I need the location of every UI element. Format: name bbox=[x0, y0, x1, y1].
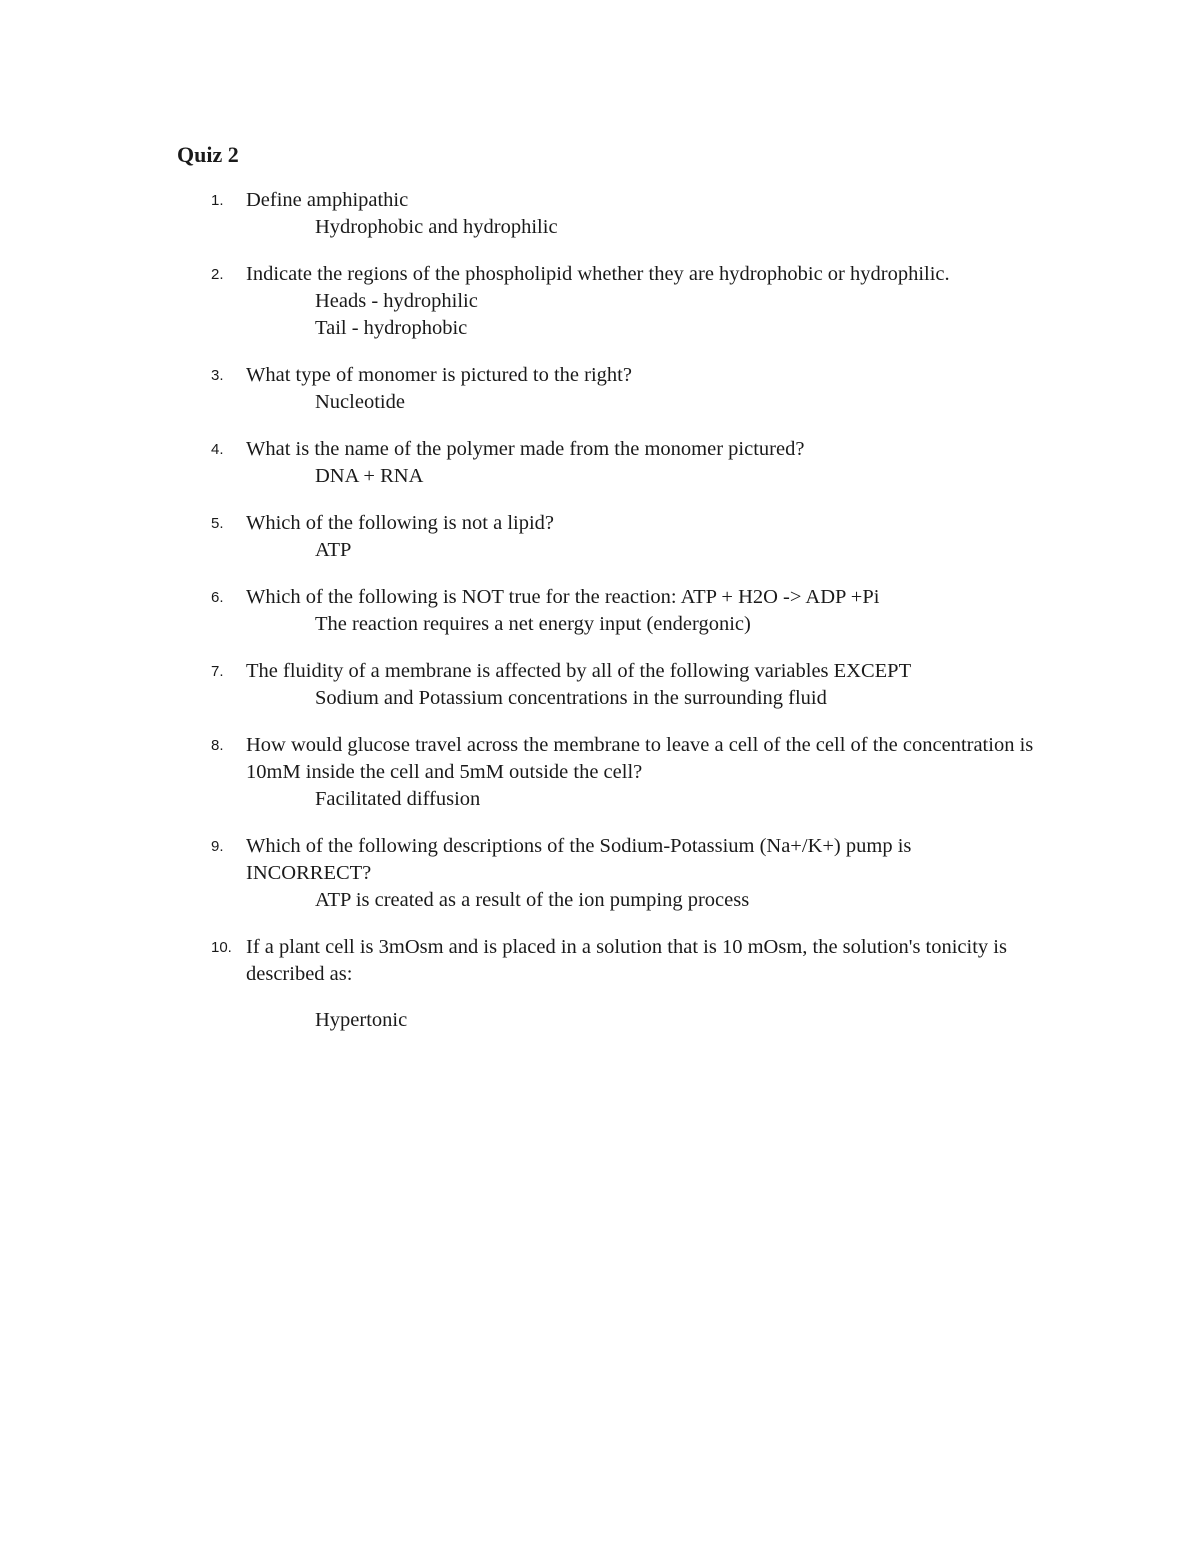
question-number: 7. bbox=[211, 663, 224, 680]
question-number: 8. bbox=[211, 737, 224, 754]
question-item bbox=[0, 261, 1200, 342]
answer-text: ATP is created as a result of the ion pumping process bbox=[315, 889, 750, 911]
question-item bbox=[0, 362, 1200, 416]
question-text: How would glucose travel across the membrane to leave a cell of the cell of the concentration is 10mM inside the cell and 5mM outside the cell? bbox=[246, 734, 1034, 783]
question-number: 1. bbox=[211, 192, 224, 209]
answer-text: Sodium and Potassium concentrations in the surrounding fluid bbox=[315, 687, 827, 709]
answer-text: Nucleotide bbox=[315, 391, 405, 413]
question-text: The fluidity of a membrane is affected by all of the following variables EXCEPT bbox=[246, 660, 912, 682]
answer-text: Tail - hydrophobic bbox=[315, 317, 468, 339]
answer-text: Hydrophobic and hydrophilic bbox=[315, 216, 558, 238]
question-item bbox=[0, 584, 1200, 638]
question-number: 4. bbox=[211, 441, 224, 458]
answer-text: The reaction requires a net energy input (endergonic) bbox=[315, 613, 751, 635]
answer-text: ATP bbox=[315, 539, 352, 561]
question-text: What type of monomer is pictured to the right? bbox=[246, 364, 632, 386]
question-item bbox=[0, 732, 1200, 813]
question-item bbox=[0, 510, 1200, 564]
question-text: Define amphipathic bbox=[246, 189, 409, 211]
answer-text: Hypertonic bbox=[315, 1009, 408, 1031]
question-text: Which of the following is NOT true for the reaction: ATP + H2O -> ADP +Pi bbox=[246, 586, 880, 608]
question-item bbox=[0, 436, 1200, 490]
answer-text: Heads - hydrophilic bbox=[315, 290, 478, 312]
question-text: What is the name of the polymer made from the monomer pictured? bbox=[246, 438, 805, 460]
question-text: Indicate the regions of the phospholipid whether they are hydrophobic or hydrophilic. bbox=[246, 263, 950, 285]
question-number: 10. bbox=[211, 939, 232, 956]
question-item bbox=[0, 187, 1200, 241]
question-item bbox=[0, 833, 1200, 914]
question-item bbox=[0, 658, 1200, 712]
question-text: Which of the following descriptions of the Sodium-Potassium (Na+/K+) pump is INCORRECT? bbox=[246, 835, 912, 884]
question-number: 6. bbox=[211, 589, 224, 606]
question-number: 5. bbox=[211, 515, 224, 532]
quiz-title: Quiz 2 bbox=[177, 142, 239, 167]
answer-text: DNA + RNA bbox=[315, 465, 424, 487]
question-item bbox=[0, 934, 1200, 1034]
answer-text: Facilitated diffusion bbox=[315, 788, 481, 810]
question-number: 2. bbox=[211, 266, 224, 283]
question-text: If a plant cell is 3mOsm and is placed in a solution that is 10 mOsm, the solution's tonicity is described as: bbox=[246, 936, 1007, 985]
question-text: Which of the following is not a lipid? bbox=[246, 512, 555, 534]
question-number: 3. bbox=[211, 367, 224, 384]
question-list bbox=[0, 187, 1200, 1054]
question-number: 9. bbox=[211, 838, 224, 855]
